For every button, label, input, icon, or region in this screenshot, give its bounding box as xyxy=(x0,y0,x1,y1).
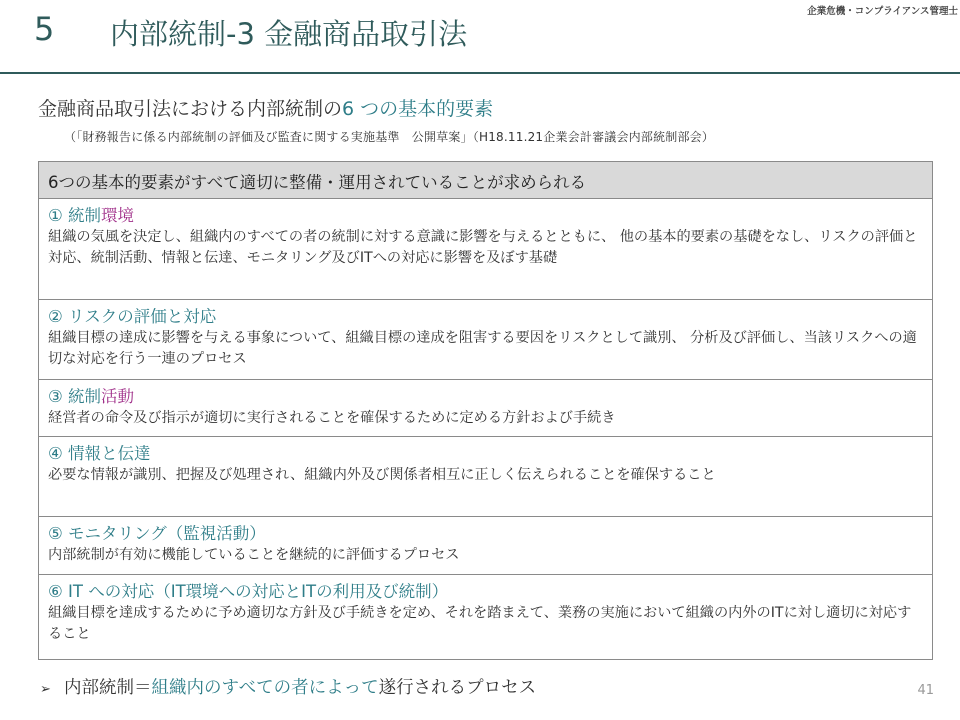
element-title: ④ 情報と伝達 xyxy=(48,444,151,463)
element-description: 組織目標を達成するために予め適切な方針及び手続きを定め、それを踏まえて、業務の実施において組織の内外のITに対し適切に対応すること xyxy=(48,605,912,642)
subtitle-prefix: 金融商品取引法における内部統制の xyxy=(38,98,343,120)
element-title: ① 統制環境 xyxy=(48,206,135,225)
element-row-risk-assessment xyxy=(39,300,932,380)
element-description: 組織目標の達成に影響を与える事象について、組織目標の達成を阻害する要因をリスクとして識別、 分析及び評価し、当該リスクへの適切な対応を行う一連のプロセス xyxy=(48,330,917,367)
element-description: 内部統制が有効に機能していることを継続的に評価するプロセス xyxy=(48,547,460,563)
slide-title: 内部統制-3 金融商品取引法 xyxy=(110,17,468,51)
brand-label: 企業危機・コンプライアンス管理士 xyxy=(807,6,958,17)
subtitle-highlight: 6 つの基本的要素 xyxy=(342,98,494,120)
element-title: ⑤ モニタリング（監視活動） xyxy=(48,524,266,543)
subtitle xyxy=(38,94,493,121)
element-title: ③ 統制活動 xyxy=(48,387,135,406)
elements-table xyxy=(38,161,933,660)
table-header: 6つの基本的要素がすべて適切に整備・運用されていることが求められる xyxy=(39,162,932,199)
section-number: 5 xyxy=(34,10,55,48)
element-row-monitoring xyxy=(39,517,932,575)
element-row-control-activities xyxy=(39,380,932,437)
element-title: ② リスクの評価と対応 xyxy=(48,307,217,326)
element-row-it-response xyxy=(39,575,932,659)
header-divider xyxy=(0,72,960,74)
element-title: ⑥ IT への対応（IT環境への対応とITの利用及び統制） xyxy=(48,582,449,601)
source-citation: （「財務報告に係る内部統制の評価及び監査に関する実施基準 公開草案」（H18.11.21企業会計審議会内部統制部会） xyxy=(64,130,715,144)
element-description: 経営者の命令及び指示が適切に実行されることを確保するために定める方針および手続き xyxy=(48,410,616,426)
arrow-bullet-icon: ➢ xyxy=(40,682,51,697)
element-description: 組織の気風を決定し、組織内のすべての者の統制に対する意識に影響を与えるとともに、 他の基本的要素の基礎をなし、リスクの評価と対応、統制活動、情報と伝達、モニタリング及びITへの対応に影響を及ぼす基礎 xyxy=(48,229,918,266)
definition-note: ➢ 内部統制＝組織内のすべての者によって遂行されるプロセス xyxy=(40,678,537,698)
element-row-control-environment xyxy=(39,199,932,300)
element-description: 必要な情報が識別、把握及び処理され、組織内外及び関係者相互に正しく伝えられることを確保すること xyxy=(48,467,716,483)
page-number: 41 xyxy=(917,683,934,698)
element-row-information-communication xyxy=(39,437,932,517)
